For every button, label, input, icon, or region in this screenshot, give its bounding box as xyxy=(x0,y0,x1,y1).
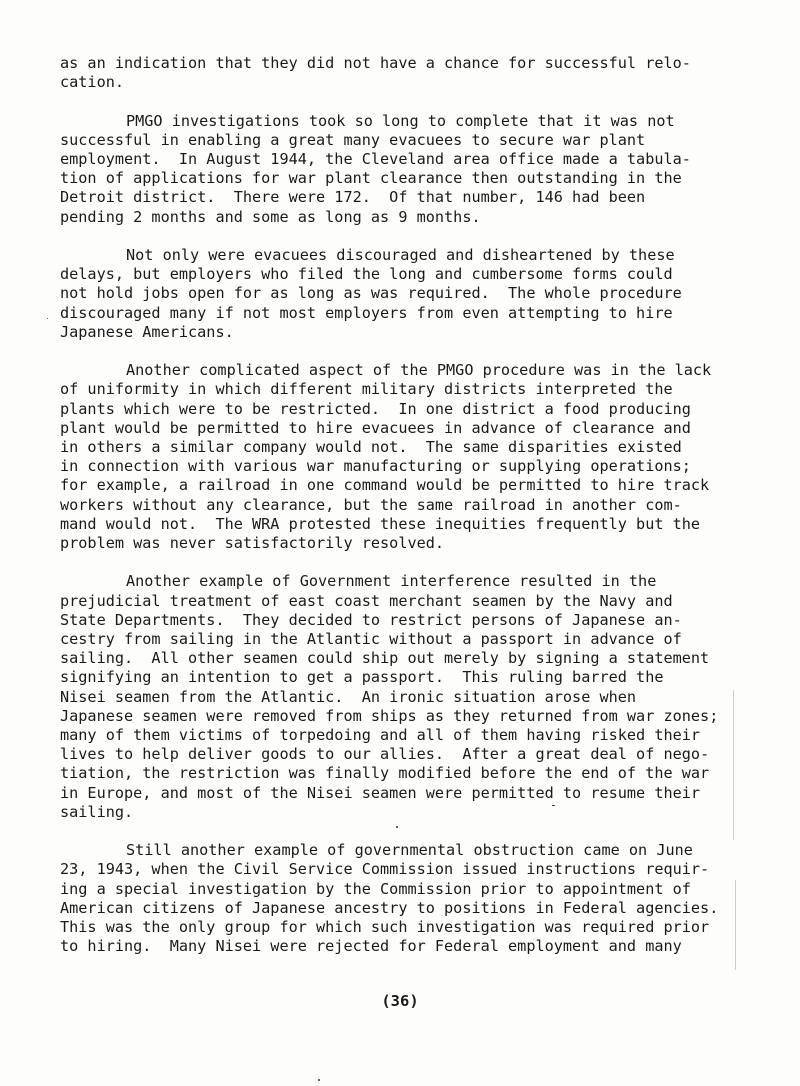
text-line: of uniformity in which different military districts interpreted the xyxy=(60,380,673,399)
scan-speck xyxy=(396,826,398,828)
text-line: many of them victims of torpedoing and all of them having risked their xyxy=(60,726,701,745)
scan-speck xyxy=(318,1079,320,1081)
text-line: pending 2 months and some as long as 9 months. xyxy=(60,207,481,226)
body-text xyxy=(60,54,760,976)
text-line: plants which were to be restricted. In one district a food producing xyxy=(60,399,691,418)
paragraph xyxy=(60,572,760,822)
paragraph xyxy=(60,361,760,553)
text-line: 23, 1943, when the Civil Service Commission issued instructions requir- xyxy=(60,860,710,879)
text-line: State Departments. They decided to restrict persons of Japanese an- xyxy=(60,610,682,629)
text-line: Japanese seamen were removed from ships as they returned from war zones; xyxy=(60,706,719,725)
text-line: prejudicial treatment of east coast merchant seamen by the Navy and xyxy=(60,591,673,610)
text-line: PMGO investigations took so long to complete that it was not xyxy=(126,111,675,130)
text-line: cation. xyxy=(60,73,125,92)
text-line: tion of applications for war plant clearance then outstanding in the xyxy=(60,169,682,188)
text-line: not hold jobs open for as long as was required. The whole procedure xyxy=(60,284,682,303)
text-line: in connection with various war manufacturing or supplying operations; xyxy=(60,457,691,476)
text-line: sailing. xyxy=(60,802,134,821)
text-line: tiation, the restriction was finally modified before the end of the war xyxy=(60,764,710,783)
text-line: American citizens of Japanese ancestry to positions in Federal agencies. xyxy=(60,898,719,917)
text-line: cestry from sailing in the Atlantic without a passport in advance of xyxy=(60,630,682,649)
scan-edge-line xyxy=(733,690,734,840)
text-line: Detroit district. There were 172. Of that number, 146 had been xyxy=(60,188,646,207)
scan-speck xyxy=(552,805,555,806)
text-line: lives to help deliver goods to our allies. After a great deal of nego- xyxy=(60,745,710,764)
text-line: Japanese Americans. xyxy=(60,322,234,341)
scan-edge-line xyxy=(735,880,736,970)
text-line: in Europe, and most of the Nisei seamen were permitted to resume their xyxy=(60,783,701,802)
text-line: Not only were evacuees discouraged and disheartened by these xyxy=(126,246,675,264)
text-line: mand would not. The WRA protested these inequities frequently but the xyxy=(60,514,701,533)
paragraph xyxy=(60,54,760,92)
text-line: Another complicated aspect of the PMGO procedure was in the lack xyxy=(126,361,712,380)
text-line: Still another example of governmental obstruction came on June xyxy=(126,841,693,860)
text-line: successful in enabling a great many evacuees to secure war plant xyxy=(60,130,646,149)
text-line: discouraged many if not most employers from even attempting to hire xyxy=(60,303,673,322)
scan-speck xyxy=(47,318,48,319)
text-line: delays, but employers who filed the long and cumbersome forms could xyxy=(60,265,673,284)
text-line: employment. In August 1944, the Cleveland area office made a tabula- xyxy=(60,150,691,168)
text-line: workers without any clearance, but the same railroad in another com- xyxy=(60,495,682,514)
paragraph xyxy=(60,841,760,956)
page-number: (36) xyxy=(381,992,419,1010)
text-line: as an indication that they did not have a chance for successful relo- xyxy=(60,54,691,72)
text-line: problem was never satisfactorily resolved. xyxy=(60,534,445,553)
text-line: ing a special investigation by the Commission prior to appointment of xyxy=(60,879,691,898)
text-line: This was the only group for which such investigation was required prior xyxy=(60,918,710,937)
text-line: plant would be permitted to hire evacuees in advance of clearance and xyxy=(60,418,691,437)
paragraph xyxy=(60,112,760,227)
text-line: sailing. All other seamen could ship out merely by signing a statement xyxy=(60,649,710,668)
text-line: for example, a railroad in one command would be permitted to hire track xyxy=(60,476,710,495)
text-line: in others a similar company would not. The same disparities existed xyxy=(60,438,682,457)
text-line: Nisei seamen from the Atlantic. An ironic situation arose when xyxy=(60,687,637,706)
text-line: to hiring. Many Nisei were rejected for Federal employment and many xyxy=(60,937,682,956)
text-line: Another example of Government interference resulted in the xyxy=(126,572,657,591)
text-line: signifying an intention to get a passport. This ruling barred the xyxy=(60,668,664,687)
paragraph xyxy=(60,246,760,342)
